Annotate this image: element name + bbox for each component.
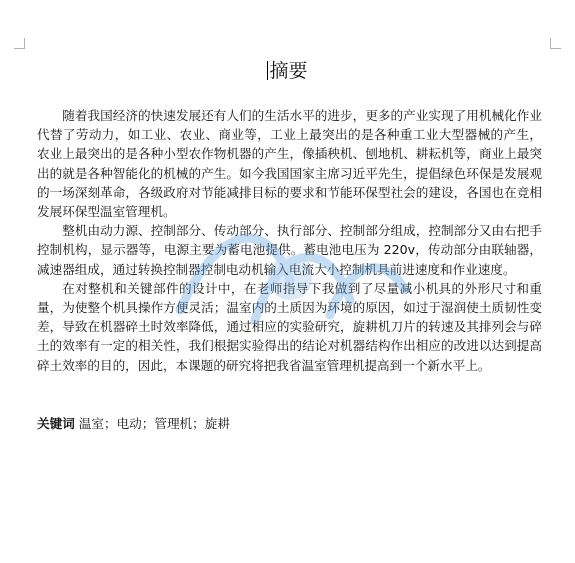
crop-mark-top-right: [550, 38, 561, 49]
keywords-value: 温室；电动；管理机；旋耕: [78, 416, 230, 431]
paragraph-3: 在对整机和关键部件的设计中，在老师指导下我做到了尽量减小机具的外形尺寸和重量，为使整个机具操作方便灵活；温室内的土质因为环境的原因，如过于湿润使土质韧性变差，导致在机器碎土时效率降低，通过相应的实验研究，旋耕机刀片的转速及其排列会与碎土的效率有一定的相关性，我们根据实验得出的结论对机器结构作出相应的改进以达到提高碎土效率的目的，因此，本课题的研究将把我省温室管理机提高到一个新水平上。: [37, 280, 542, 373]
abstract-title-text: 摘要: [269, 60, 308, 82]
abstract-body[interactable]: [37, 106, 542, 375]
abstract-title[interactable]: [0, 58, 575, 84]
paragraph-1: 随着我国经济的快速发展还有人们的生活水平的进步，更多的产业实现了用机械化作业代替了劳动力，如工业、农业、商业等，工业上最突出的是各种重工业大型器械的产生， 农业上最突出的是各种小型农作物机器的产生，像插秧机、刨地机、耕耘机等，商业上最突出的就是各种智能化的机械的产生。如今我国国家主席习近平先生，提倡绿色环保是发展观的一场深刻革命，各级政府对节能减排目标的要求和节能环保型社会的建设，各国也在竞相发展环保型温室管理机。: [37, 108, 542, 220]
paragraph-2: 整机由动力源、控制部分、传动部分、执行部分、控制部分组成，控制部分又由右把手控制机构，显示器等，电源主要为蓄电池提供。蓄电池电压为 220v，传动部分由联轴器， 减速器组成，通过转换控制器控制电动机输入电流大小控制机具前进速度和作业速度。: [37, 223, 542, 277]
crop-mark-top-left: [14, 38, 25, 49]
keywords-line[interactable]: [37, 414, 542, 433]
keywords-label: 关键词: [37, 416, 75, 431]
